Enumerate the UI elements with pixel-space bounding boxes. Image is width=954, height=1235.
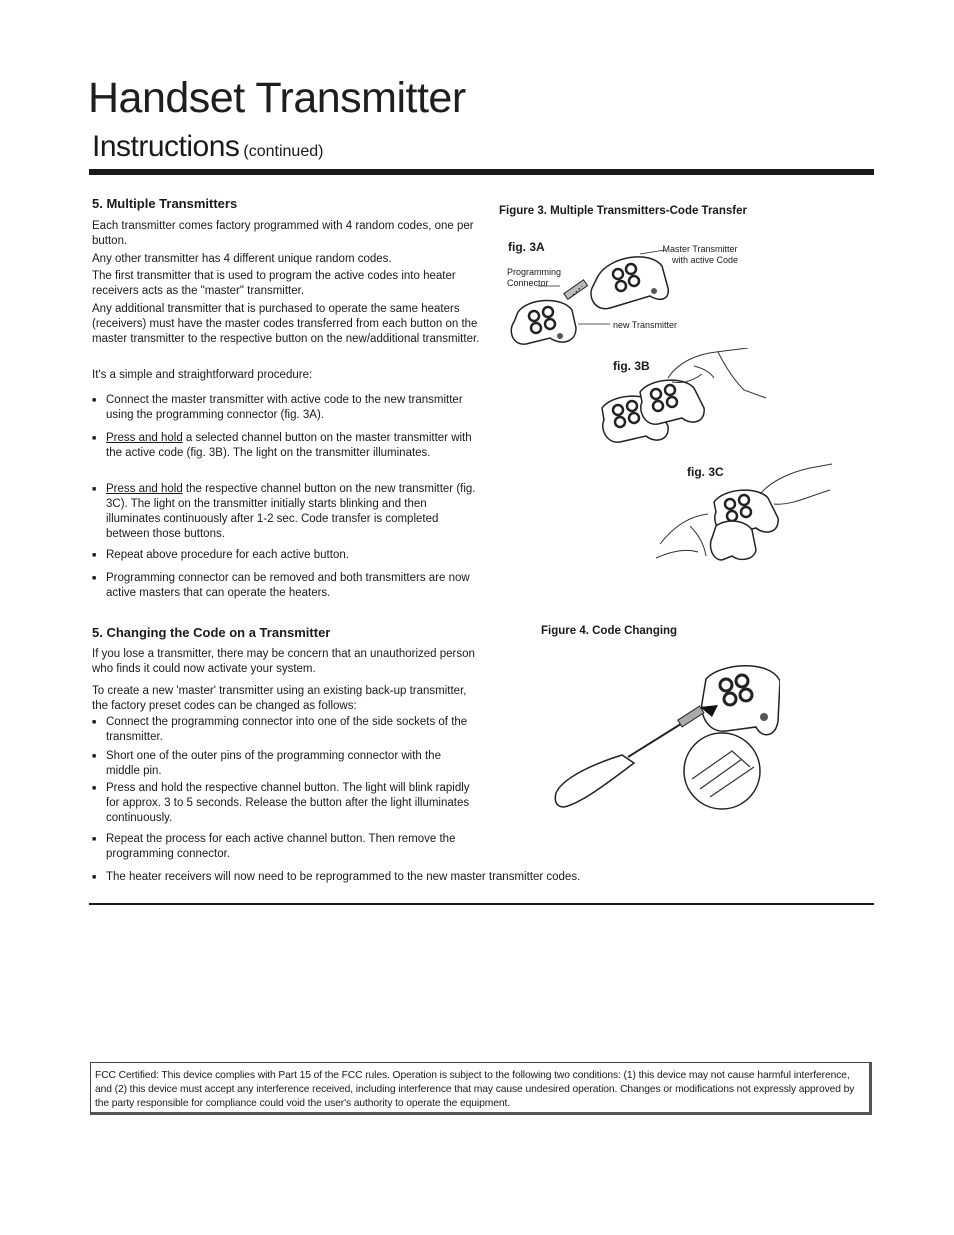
paragraph: The first transmitter that is used to program the active codes into heater receivers acts as the "master" transmitter. [92, 270, 456, 297]
list-item [92, 431, 476, 461]
list-item [92, 482, 476, 542]
list-item [92, 393, 476, 423]
list-item-text: Connect the master transmitter with active code to the new transmitter using the programming connector (fig. 3A). [106, 394, 463, 421]
fig-3a-label: fig. 3A [508, 240, 545, 254]
fig-3c-label: fig. 3C [687, 465, 724, 479]
list-item-text: The heater receivers will now need to be reprogrammed to the new master transmitter codes. [106, 871, 581, 883]
page-title: Handset Transmitter [88, 74, 466, 122]
page-subtitle [92, 130, 323, 164]
connector-label-line1: Programming [507, 267, 562, 277]
list-item-text: Repeat the process for each active channel button. Then remove the programming connector. [106, 833, 456, 860]
list-item [92, 571, 476, 601]
list-item-text: Programming connector can be removed and both transmitters are now active masters that can operate the heaters. [106, 572, 470, 599]
programming-connector-drawing [564, 280, 588, 299]
list-item [92, 781, 476, 826]
list-item-emphasis: Press and hold [106, 483, 183, 495]
transmitter-pair-drawing [602, 380, 704, 442]
transmitter-drawing [702, 666, 780, 735]
connector-label-line2: Connector [507, 278, 549, 288]
new-transmitter-label: new Transmitter [613, 320, 678, 330]
subtitle-note: (continued) [243, 143, 324, 160]
list-item-text: Short one of the outer pins of the programming connector with the middle pin. [106, 750, 441, 777]
master-transmitter-drawing [591, 257, 668, 309]
paragraph: Any other transmitter has 4 different unique random codes. [92, 253, 392, 265]
list-item [92, 749, 476, 779]
list-item [92, 870, 666, 885]
screwdriver-drawing [555, 706, 704, 807]
list-item [92, 715, 476, 745]
list-item-text: Press and hold the respective channel button. The light will blink rapidly for approx. 3 to 5 seconds. Release the button after the light illuminates continuously. [106, 782, 470, 824]
fig-3c-illustration [650, 460, 835, 575]
master-label-line1: Master Transmitter [662, 244, 738, 254]
fig-3b-label: fig. 3B [613, 359, 650, 373]
paragraph: If you lose a transmitter, there may be concern that an unauthorized person who finds it could now activate your system. [92, 648, 475, 675]
paragraph: To create a new 'master' transmitter using an existing back-up transmitter, the factory preset codes can be changed as follows: [92, 685, 467, 712]
list-item [92, 548, 476, 563]
detail-circle-drawing [684, 733, 760, 809]
list-item-text: Connect the programming connector into one of the side sockets of the transmitter. [106, 716, 468, 743]
fig-3b-illustration [598, 348, 768, 458]
section-heading-multiple-transmitters: 5. Multiple Transmitters [92, 196, 238, 211]
list-item [92, 832, 476, 862]
paragraph: Each transmitter comes factory programmed with 4 random codes, one per button. [92, 220, 474, 247]
paragraph: It's a simple and straightforward procedure: [92, 369, 313, 381]
subtitle-text: Instructions [92, 130, 240, 163]
section-divider [89, 903, 874, 905]
master-label-line2: with active Code [672, 255, 739, 265]
list-item-text: a selected channel button on the master transmitter with the active code (fig. 3B). The light on the transmitter illuminates. [106, 432, 472, 459]
fcc-notice-text: FCC Certified: This device complies with Part 15 of the FCC rules. Operation is subject to the following two conditions: (1) this device may not cause harmful interference, and (2) this device must accept any interference received, including interference that may cause undesired operation. Changes or modifications not expressly approved by the party responsible for compliance could void the user's authority to operate the equipment. [95, 1070, 855, 1109]
list-item-text: the respective channel button on the new transmitter (fig. 3C). The light on the transmitter initially starts blinking and then illuminates continuously after 1-2 sec. Code transfer is completed between those buttons. [106, 483, 476, 540]
list-item-text: Repeat above procedure for each active button. [106, 549, 349, 561]
paragraph: Any additional transmitter that is purchased to operate the same heaters (receivers) must have the master codes transferred from each button on the master transmitter to the respective button on the new/additional transmitter. [92, 303, 480, 345]
top-divider [89, 169, 874, 175]
fig-4-illustration [550, 655, 780, 820]
list-item-emphasis: Press and hold [106, 432, 183, 444]
transmitter-pair-drawing [710, 490, 778, 560]
section-heading-changing-code: 5. Changing the Code on a Transmitter [92, 625, 331, 640]
figure-3-caption: Figure 3. Multiple Transmitters-Code Transfer [499, 205, 747, 217]
figure-4-caption: Figure 4. Code Changing [541, 625, 678, 637]
new-transmitter-drawing [511, 300, 576, 344]
